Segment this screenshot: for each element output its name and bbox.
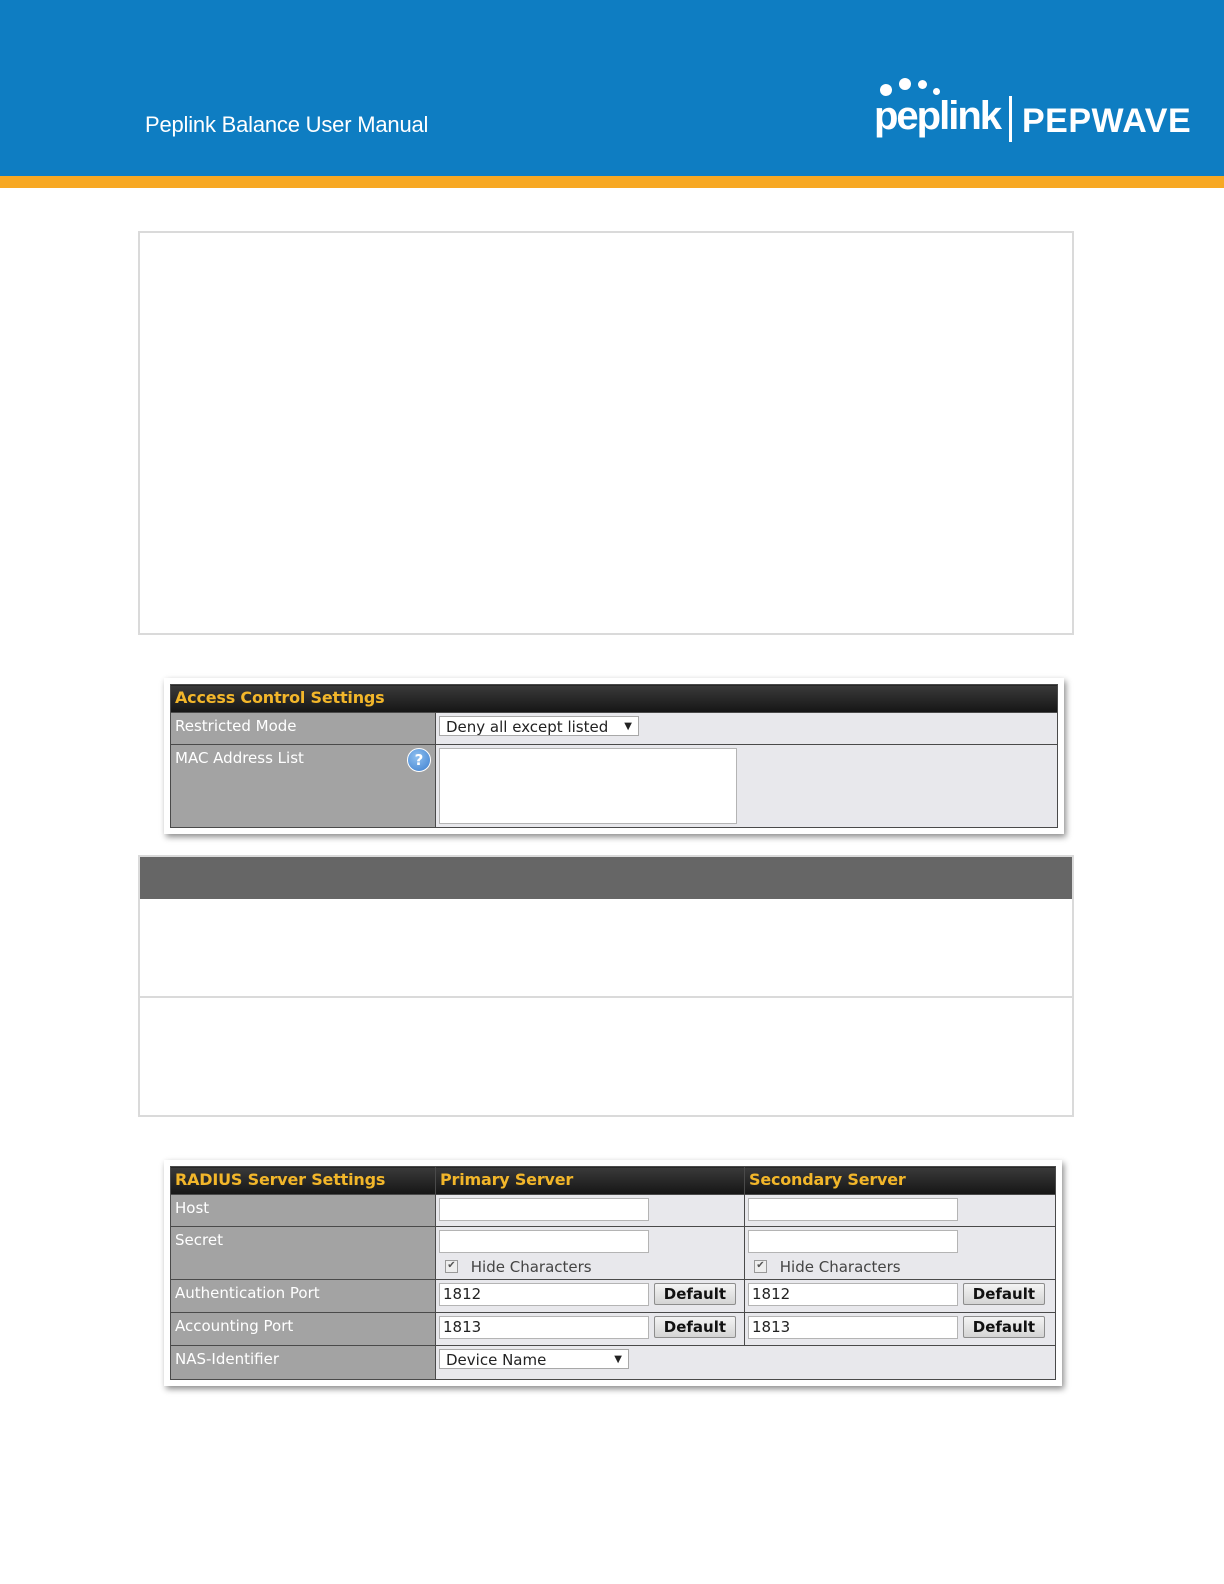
- primary-hide-characters-label: Hide Characters: [470, 1257, 592, 1276]
- primary-acct-port-cell: [436, 1312, 745, 1345]
- mac-list-label-cell: [171, 745, 436, 828]
- access-control-table: [170, 684, 1058, 828]
- host-label: Host: [171, 1195, 436, 1227]
- nas-identifier-value: Device Name: [446, 1350, 547, 1369]
- access-control-panel: [164, 678, 1064, 834]
- secondary-secret-cell: [745, 1227, 1056, 1280]
- dropdown-arrow-icon: ▼: [614, 1353, 622, 1365]
- radius-panel: [164, 1160, 1062, 1386]
- logo-dot: [899, 78, 911, 90]
- primary-hide-characters-checkbox[interactable]: ✔: [445, 1260, 458, 1273]
- logo-peplink-text: peplink: [874, 94, 1001, 138]
- secondary-auth-port-cell: [745, 1279, 1056, 1312]
- restricted-mode-select[interactable]: [439, 716, 639, 736]
- secondary-hide-characters-label: Hide Characters: [779, 1257, 901, 1276]
- primary-host-input[interactable]: [439, 1198, 649, 1221]
- secondary-acct-default-button[interactable]: Default: [963, 1316, 1045, 1338]
- secondary-auth-default-button[interactable]: Default: [963, 1283, 1045, 1305]
- content-frame: [138, 231, 1074, 635]
- access-control-title: Access Control Settings: [171, 685, 1058, 713]
- secondary-auth-port-input[interactable]: 1812: [748, 1283, 958, 1306]
- table-frame-header: [140, 857, 1072, 899]
- radius-table: [170, 1166, 1056, 1380]
- primary-auth-port-input[interactable]: 1812: [439, 1283, 649, 1306]
- primary-acct-port-input[interactable]: 1813: [439, 1316, 649, 1339]
- primary-auth-default-button[interactable]: Default: [654, 1283, 736, 1305]
- restricted-mode-label: Restricted Mode: [171, 713, 436, 745]
- table-frame-divider: [140, 996, 1072, 998]
- secondary-server-header: Secondary Server: [745, 1167, 1056, 1195]
- secret-label: Secret: [171, 1227, 436, 1280]
- primary-acct-default-button[interactable]: Default: [654, 1316, 736, 1338]
- mac-list-label: MAC Address List: [175, 749, 304, 767]
- nas-identifier-select[interactable]: [439, 1349, 629, 1369]
- secondary-hide-characters-checkbox[interactable]: ✔: [754, 1260, 767, 1273]
- help-icon[interactable]: ?: [407, 748, 431, 772]
- auth-port-label: Authentication Port: [171, 1279, 436, 1312]
- primary-host-cell: [436, 1195, 745, 1227]
- primary-secret-cell: [436, 1227, 745, 1280]
- secondary-acct-port-cell: [745, 1312, 1056, 1345]
- secondary-host-cell: [745, 1195, 1056, 1227]
- secondary-secret-input[interactable]: [748, 1230, 958, 1253]
- brand-logo: [874, 76, 1192, 146]
- mac-address-textarea[interactable]: [439, 748, 737, 824]
- header-stripe: [0, 176, 1224, 188]
- dropdown-arrow-icon: ▼: [624, 721, 632, 732]
- nas-identifier-label: NAS-Identifier: [171, 1345, 436, 1380]
- nas-identifier-cell: [436, 1345, 1056, 1380]
- secondary-host-input[interactable]: [748, 1198, 958, 1221]
- logo-pepwave-text: PEPWAVE: [1022, 102, 1192, 140]
- primary-secret-input[interactable]: [439, 1230, 649, 1253]
- primary-auth-port-cell: [436, 1279, 745, 1312]
- mac-list-cell: [436, 745, 1058, 828]
- primary-server-header: Primary Server: [436, 1167, 745, 1195]
- restricted-mode-value: Deny all except listed: [446, 718, 609, 736]
- manual-title: Peplink Balance User Manual: [145, 112, 429, 137]
- secondary-acct-port-input[interactable]: 1813: [748, 1316, 958, 1339]
- restricted-mode-cell: [436, 713, 1058, 745]
- table-frame: [138, 855, 1074, 1117]
- radius-title: RADIUS Server Settings: [171, 1167, 436, 1195]
- header-band: [0, 0, 1224, 176]
- logo-dot: [918, 80, 927, 89]
- logo-divider: [1009, 96, 1012, 142]
- acct-port-label: Accounting Port: [171, 1312, 436, 1345]
